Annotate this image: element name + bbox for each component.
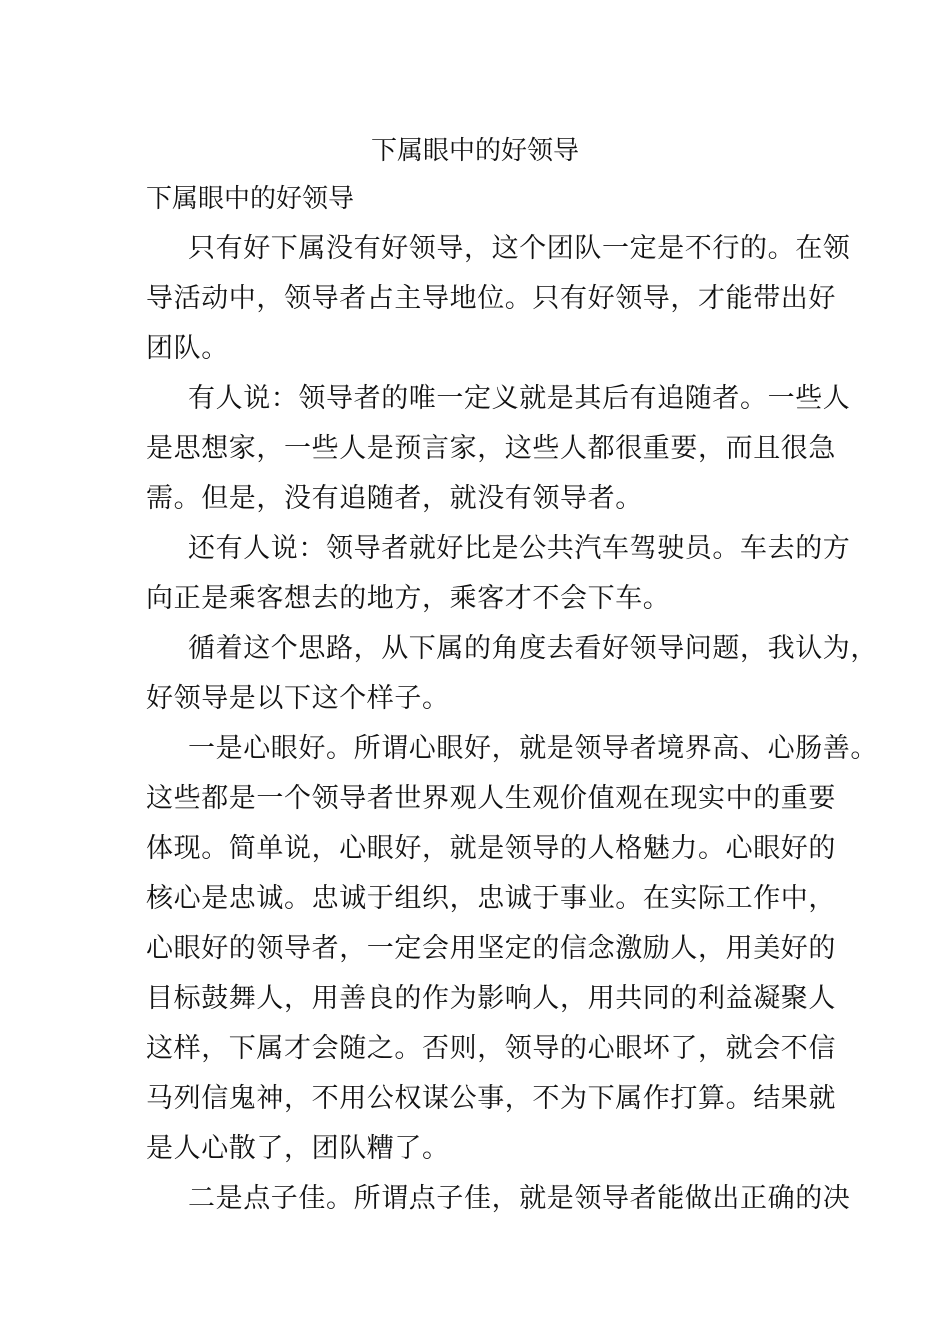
text-line: 一是心眼好。所谓心眼好，就是领导者境界高、心肠善。 bbox=[188, 733, 878, 764]
text-line: 核心是忠诚。忠诚于组织，忠诚于事业。在实际工作中， bbox=[146, 883, 836, 914]
text-line: 这些都是一个领导者世界观人生观价值观在现实中的重要 bbox=[146, 783, 836, 814]
text-line: 团队。 bbox=[146, 333, 229, 364]
text-line: 只有好下属没有好领导，这个团队一定是不行的。在领 bbox=[188, 233, 851, 264]
text-line: 是思想家，一些人是预言家，这些人都很重要，而且很急 bbox=[146, 433, 836, 464]
text-line: 有人说：领导者的唯一定义就是其后有追随者。一些人 bbox=[188, 383, 851, 414]
text-line: 需。但是，没有追随者，就没有领导者。 bbox=[146, 483, 643, 514]
text-line: 心眼好的领导者，一定会用坚定的信念激励人，用美好的 bbox=[146, 933, 836, 964]
text-line: 二是点子佳。所谓点子佳，就是领导者能做出正确的决 bbox=[188, 1183, 851, 1214]
text-line: 体现。简单说，心眼好，就是领导的人格魅力。心眼好的 bbox=[146, 833, 836, 864]
text-line: 是人心散了，团队糟了。 bbox=[146, 1133, 450, 1164]
document-title: 下属眼中的好领导 bbox=[370, 136, 579, 166]
document-subtitle: 下属眼中的好领导 bbox=[146, 184, 355, 214]
text-line: 还有人说：领导者就好比是公共汽车驾驶员。车去的方 bbox=[188, 533, 851, 564]
text-line: 好领导是以下这个样子。 bbox=[146, 683, 450, 714]
text-line: 目标鼓舞人，用善良的作为影响人，用共同的利益凝聚人 bbox=[146, 983, 836, 1014]
text-line: 循着这个思路，从下属的角度去看好领导问题，我认为， bbox=[188, 633, 878, 664]
text-line: 这样，下属才会随之。否则，领导的心眼坏了，就会不信 bbox=[146, 1033, 836, 1064]
text-line: 导活动中，领导者占主导地位。只有好领导，才能带出好 bbox=[146, 283, 836, 314]
text-line: 向正是乘客想去的地方，乘客才不会下车。 bbox=[146, 583, 671, 614]
text-line: 马列信鬼神，不用公权谋公事，不为下属作打算。结果就 bbox=[146, 1083, 836, 1114]
